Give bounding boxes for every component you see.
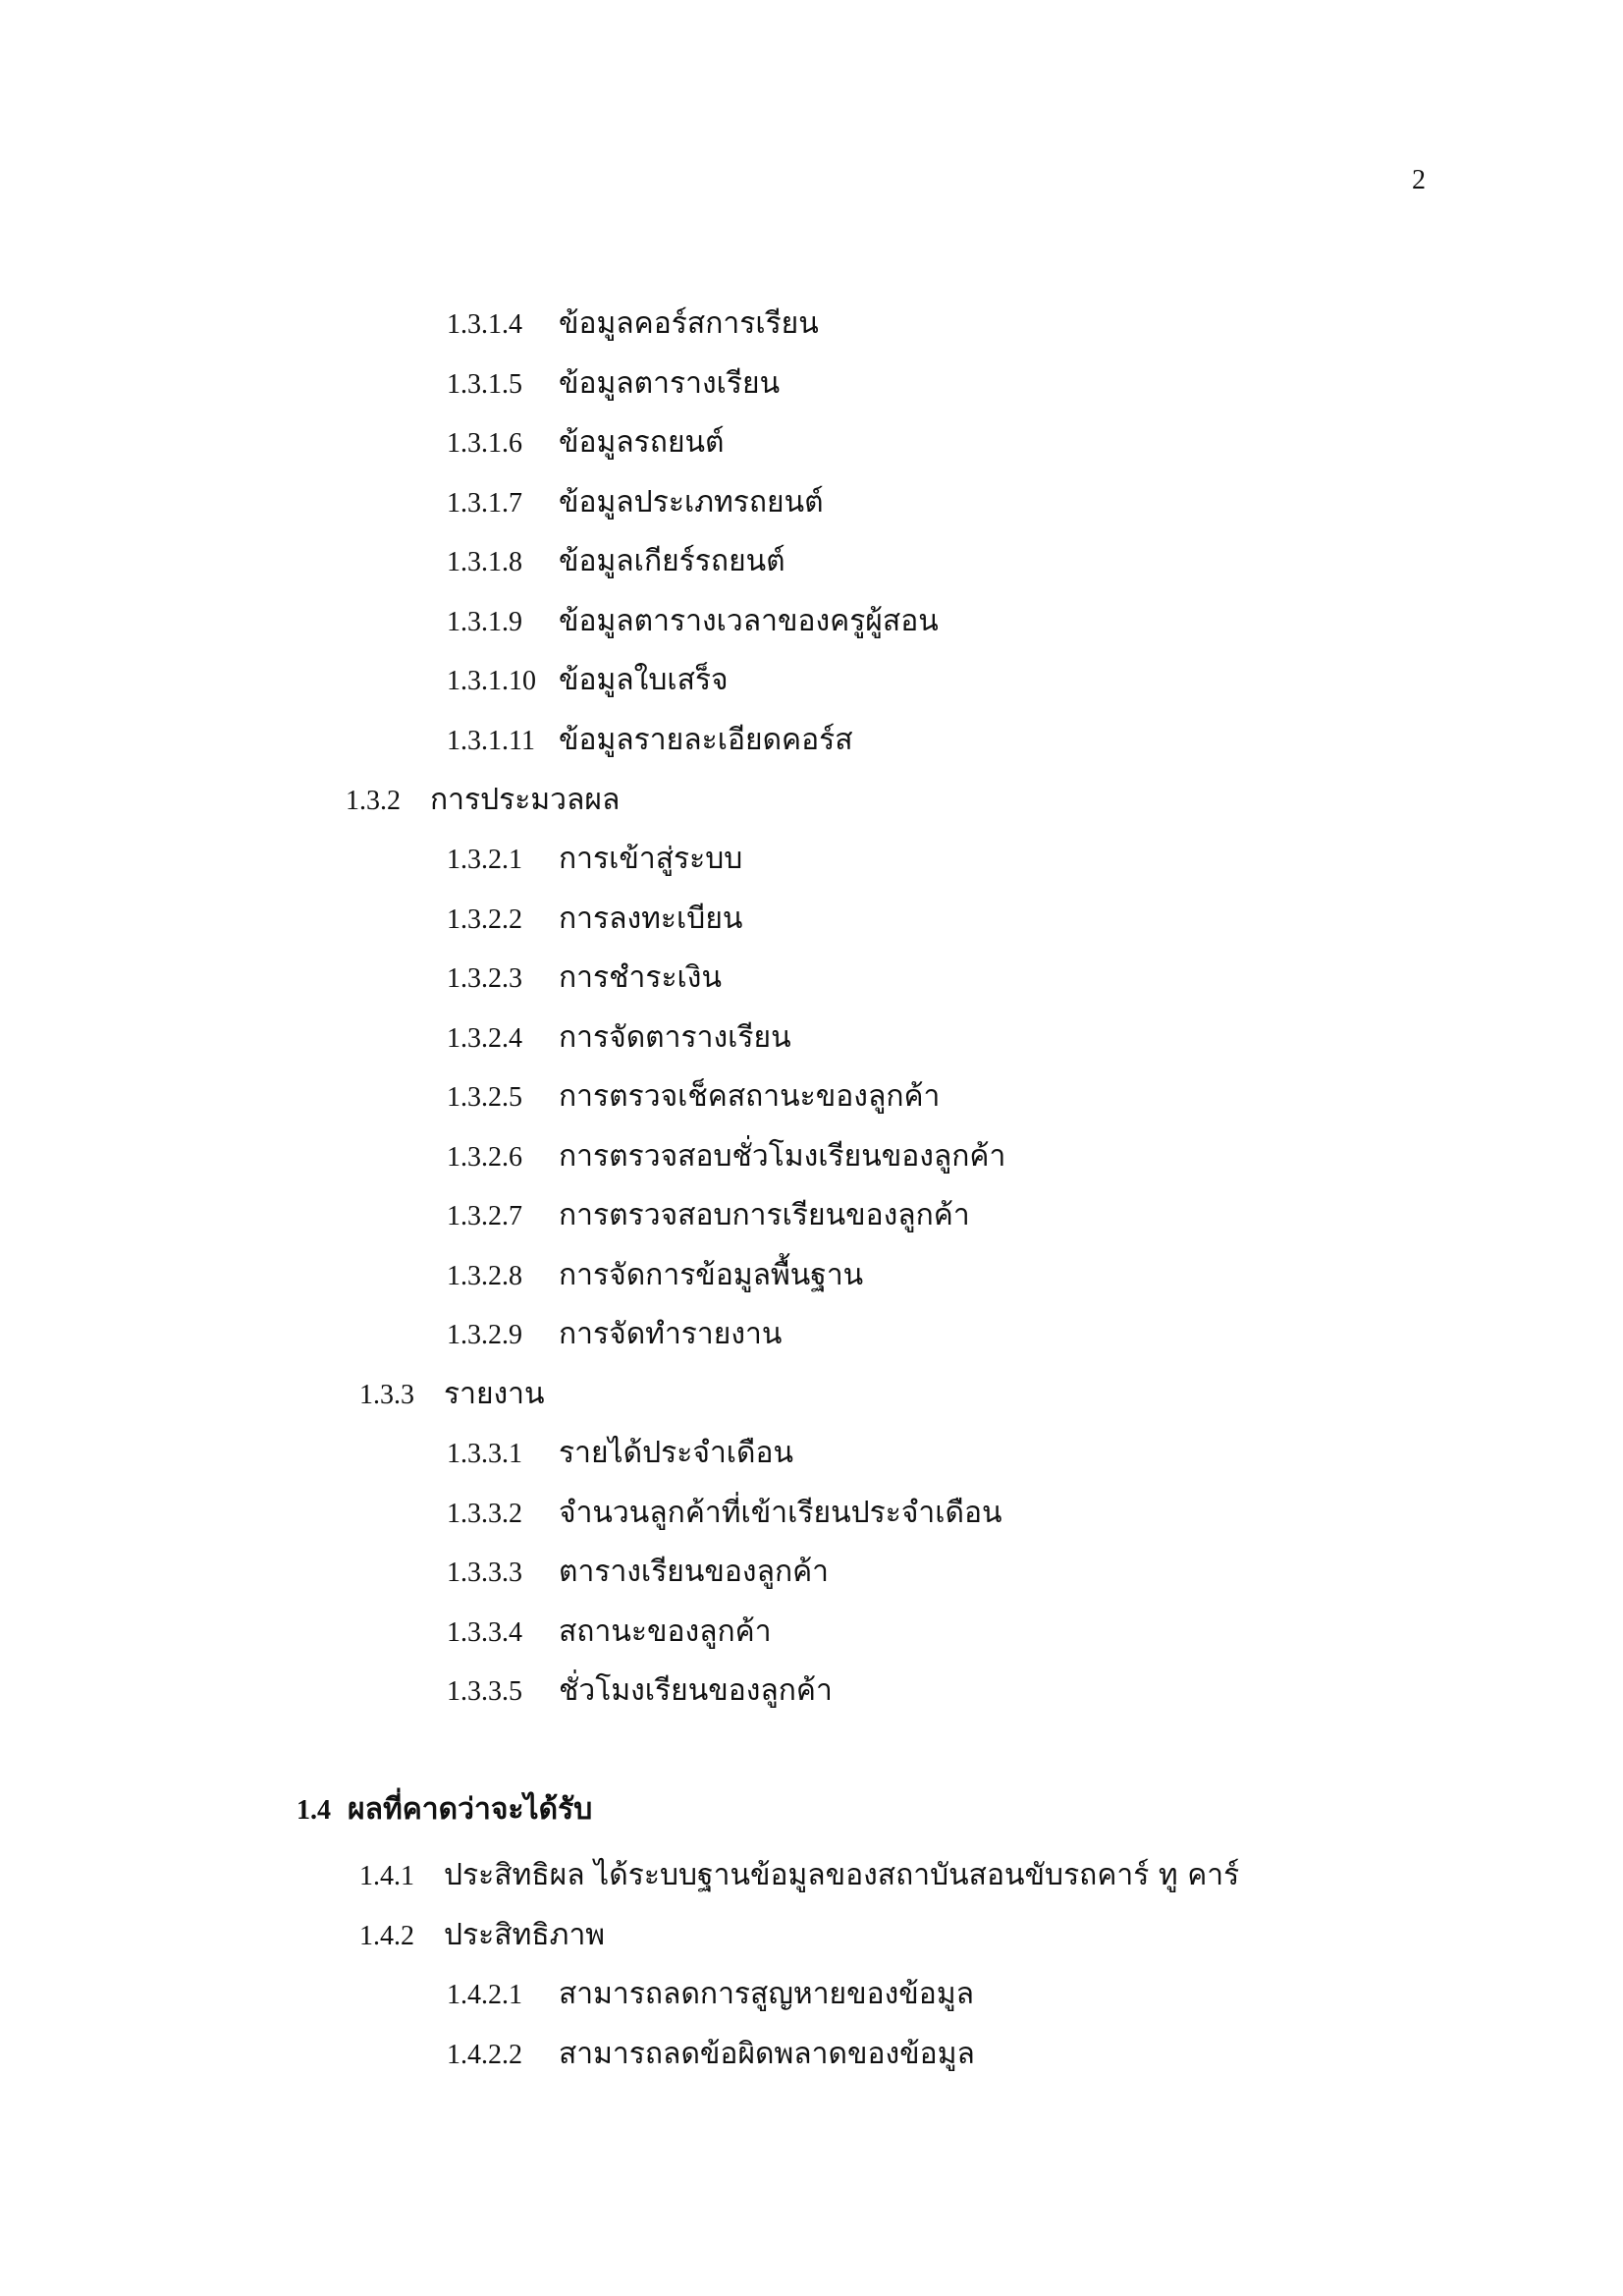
outline-item-1-3-2-8 (447, 1256, 863, 1296)
outline-item-1-3-1-11 (447, 721, 853, 761)
item-text: การตรวจสอบชั่วโมงเรียนของลูกค้า (559, 1139, 1006, 1174)
item-text: ประสิทธิผล ได้ระบบฐานข้อมูลของสถาบันสอนขับรถคาร์ ทู คาร์ (444, 1858, 1240, 1892)
item-number: 1.3.1.7 (447, 488, 522, 519)
item-number: 1.3.2.6 (447, 1142, 522, 1173)
item-text: การตรวจสอบการเรียนของลูกค้า (559, 1198, 970, 1232)
item-number: 1.3.3.1 (447, 1439, 522, 1469)
item-number: 1.4.2 (359, 1921, 414, 1951)
outline-item-1-3-2-2 (447, 900, 742, 940)
item-text: การจัดทำรายงาน (559, 1317, 783, 1351)
item-text: ข้อมูลประเภทรถยนต์ (559, 485, 824, 519)
item-text: ข้อมูลรถยนต์ (559, 425, 725, 460)
item-number: 1.3.3.5 (447, 1676, 522, 1707)
item-text: การประมวลผล (430, 783, 621, 817)
item-text: รายได้ประจำเดือน (559, 1436, 794, 1470)
outline-item-1-3-1-10 (447, 661, 729, 701)
item-text: รายงาน (444, 1377, 545, 1411)
outline-item-1-3-3-5 (447, 1671, 833, 1712)
item-text: การจัดการข้อมูลพื้นฐาน (559, 1258, 864, 1292)
outline-item-1-3-1-4 (447, 304, 819, 345)
item-text: การจัดตารางเรียน (559, 1020, 791, 1055)
outline-item-1-3-3-1 (447, 1434, 793, 1474)
item-text: สถานะของลูกค้า (559, 1614, 772, 1649)
outline-item-1-3-1-8 (447, 542, 785, 582)
item-text: สามารถลดข้อผิดพลาดของข้อมูล (559, 2037, 975, 2071)
outline-item-1-3-2-7 (447, 1196, 970, 1236)
outline-item-1-3-1-5 (447, 364, 780, 405)
item-number: 1.3.2.5 (447, 1082, 522, 1113)
item-number: 1.3.2.7 (447, 1201, 522, 1231)
item-number: 1.3.2.8 (447, 1261, 522, 1291)
item-number: 1.3.2.3 (447, 963, 522, 994)
outline-item-1-3-3 (359, 1375, 545, 1415)
page-number: 2 (1412, 165, 1426, 195)
item-text: ชั่วโมงเรียนของลูกค้า (559, 1673, 833, 1708)
outline-item-1-3-2-6 (447, 1137, 1005, 1177)
item-number: 1.3.1.5 (447, 369, 522, 400)
outline-item-1-4-2-1 (447, 1975, 974, 2015)
item-text: ข้อมูลเกียร์รถยนต์ (559, 544, 785, 578)
item-number: 1.3.3.4 (447, 1617, 522, 1648)
outline-item-1-4-1 (359, 1856, 1239, 1896)
item-text: การตรวจเช็คสถานะของลูกค้า (559, 1079, 941, 1114)
outline-item-1-3-1-9 (447, 602, 939, 642)
outline-item-1-3-2-1 (447, 840, 742, 880)
item-number: 1.3.1.11 (447, 726, 535, 756)
item-number: 1.3.1.4 (447, 309, 522, 340)
item-number: 1.3.2 (346, 786, 401, 816)
item-number: 1.3.3.2 (447, 1499, 522, 1529)
section-number: 1.4 (297, 1795, 331, 1826)
section-title: ผลที่คาดว่าจะได้รับ (348, 1792, 593, 1827)
item-text: สามารถลดการสูญหายของข้อมูล (559, 1977, 974, 2011)
outline-item-1-3-2-9 (447, 1315, 782, 1355)
outline-item-1-3-1-7 (447, 483, 824, 523)
section-heading-1-4 (297, 1790, 592, 1831)
item-text: ข้อมูลตารางเรียน (559, 366, 781, 401)
outline-item-1-3-3-2 (447, 1494, 1002, 1534)
item-text: ตารางเรียนของลูกค้า (559, 1555, 830, 1589)
item-number: 1.3.3 (359, 1380, 414, 1410)
outline-item-1-3-3-3 (447, 1553, 829, 1593)
item-number: 1.4.1 (359, 1861, 414, 1891)
outline-item-1-3-2-3 (447, 958, 722, 999)
outline-item-1-3-2-5 (447, 1077, 940, 1118)
outline-item-1-3-2-4 (447, 1018, 791, 1059)
item-number: 1.4.2.1 (447, 1980, 522, 2010)
item-number: 1.3.2.2 (447, 904, 522, 935)
item-text: ข้อมูลใบเสร็จ (559, 663, 729, 697)
outline-item-1-3-1-6 (447, 423, 725, 464)
item-text: ข้อมูลรายละเอียดคอร์ส (559, 723, 853, 757)
outline-item-1-3-2 (346, 781, 620, 821)
outline-item-1-3-3-4 (447, 1613, 772, 1653)
item-text: การลงทะเบียน (559, 902, 743, 936)
item-text: ข้อมูลตารางเวลาของครูผู้สอน (559, 604, 939, 638)
item-text: จำนวนลูกค้าที่เข้าเรียนประจำเดือน (559, 1496, 1002, 1530)
item-number: 1.3.2.4 (447, 1023, 522, 1054)
outline-item-1-4-2-2 (447, 2035, 975, 2075)
item-number: 1.3.1.9 (447, 607, 522, 637)
item-number: 1.3.1.6 (447, 428, 522, 459)
item-number: 1.3.2.1 (447, 845, 522, 875)
item-text: การเข้าสู่ระบบ (559, 842, 743, 876)
item-number: 1.3.3.3 (447, 1558, 522, 1588)
item-number: 1.3.1.8 (447, 547, 522, 577)
item-number: 1.3.1.10 (447, 666, 536, 696)
item-number: 1.3.2.9 (447, 1320, 522, 1350)
item-text: การชำระเงิน (559, 960, 722, 995)
outline-item-1-4-2 (359, 1916, 605, 1956)
item-text: ประสิทธิภาพ (444, 1918, 606, 1952)
item-text: ข้อมูลคอร์สการเรียน (559, 306, 819, 341)
item-number: 1.4.2.2 (447, 2040, 522, 2070)
